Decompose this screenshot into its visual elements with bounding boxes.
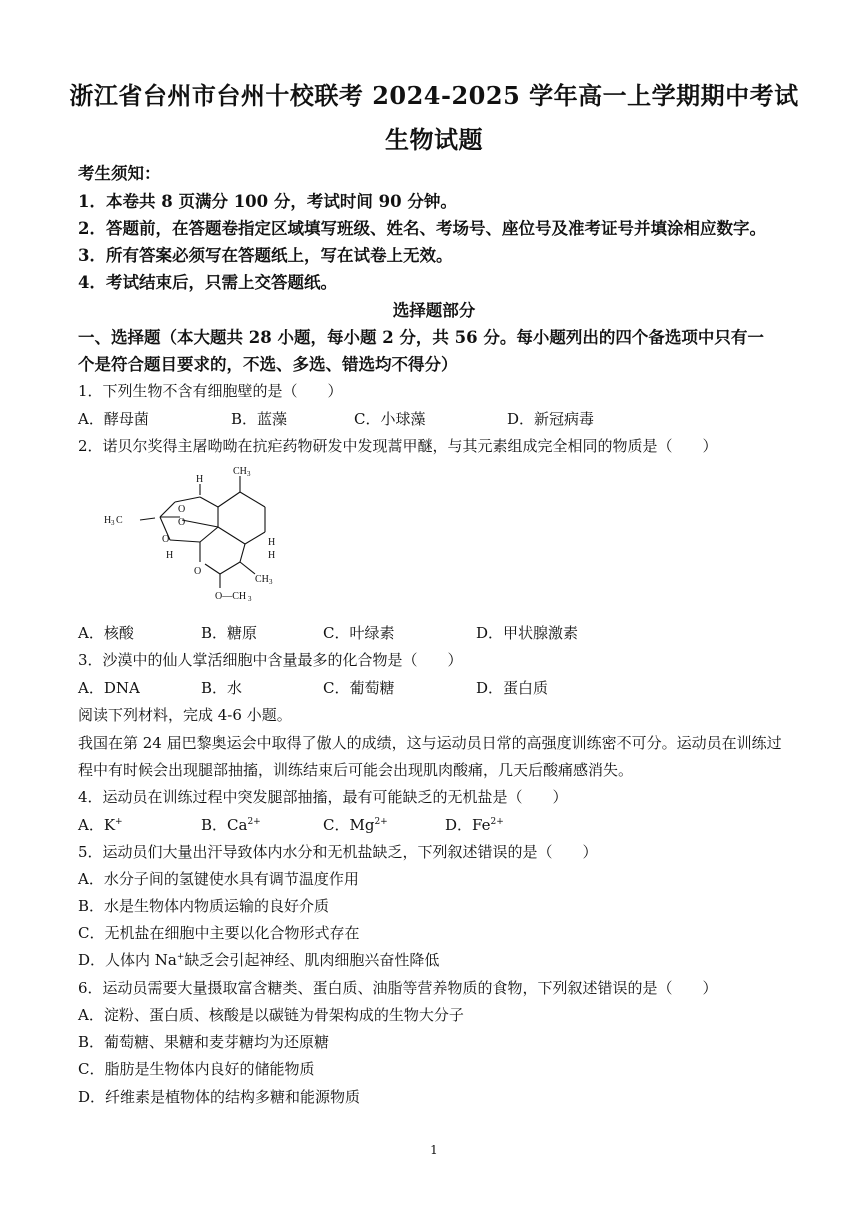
- option-c: C．葡萄糖: [323, 679, 395, 697]
- question-2-stem: 2．诺贝尔奖得主屠呦呦在抗疟药物研发中发现蒿甲醚，与其元素组成完全相同的物质是（ ）: [78, 437, 718, 455]
- notice-heading: 考生须知：: [78, 164, 161, 183]
- question-5-stem: 5．运动员们大量出汗导致体内水分和无机盐缺乏，下列叙述错误的是（ ）: [78, 843, 598, 861]
- option-d: D．甲状腺激素: [476, 624, 579, 642]
- option-c: C．$Mg^{2+}$: [323, 816, 388, 834]
- option-b: B．水: [201, 679, 243, 697]
- option-b: B．葡萄糖、果糖和麦芽糖均为还原糖: [78, 1033, 330, 1051]
- option-a: A．酵母菌: [78, 410, 149, 428]
- option-b: B．蓝藻: [231, 410, 288, 428]
- option-d: D．$Fe^{2+}$: [445, 816, 504, 834]
- option-d: D．新冠病毒: [507, 410, 595, 428]
- mol-label-ch3-top: CH: [233, 466, 247, 477]
- option-a: A．核酸: [78, 624, 134, 642]
- artemether-structure-diagram: [100, 462, 290, 607]
- option-d: D．蛋白质: [476, 679, 549, 697]
- part-heading: 一、选择题（本大题共 28 小题，每小题 2 分，共 56 分。每小题列出的四个备选项中只有一: [78, 328, 764, 347]
- question-1-stem: 1．下列生物不含有细胞壁的是（ ）: [78, 382, 343, 400]
- mol-label-sub: 3: [111, 519, 115, 527]
- mol-label-sub: 3: [248, 595, 252, 603]
- material-text-cont: 程中有时候会出现腿部抽搐，训练结束后可能会出现肌肉酸痛，几天后酸痛感消失。: [78, 761, 634, 779]
- mol-label-o: O: [178, 517, 186, 528]
- option-a: A．K+: [78, 816, 123, 834]
- page-number: 1: [430, 1143, 438, 1157]
- mol-label-sub: 3: [269, 578, 273, 586]
- exam-subject-title: 生物试题: [385, 125, 483, 154]
- option-b: B．糖原: [201, 624, 258, 642]
- section-title: 选择题部分: [392, 301, 476, 320]
- mol-label-o-ring: O: [194, 566, 202, 577]
- option-c: C．小球藻: [354, 410, 426, 428]
- mol-label-h-top: H: [196, 474, 204, 485]
- mol-label-o: O: [178, 504, 186, 515]
- option-d: D．人体内 Na+缺乏会引起神经、肌肉细胞兴奋性降低: [78, 951, 440, 969]
- option-c: C．无机盐在细胞中主要以化合物形式存在: [78, 924, 360, 942]
- option-c: C．叶绿素: [323, 624, 395, 642]
- option-d: D．纤维素是植物体的结构多糖和能源物质: [78, 1088, 361, 1106]
- question-3-stem: 3．沙漠中的仙人掌活细胞中含量最多的化合物是（ ）: [78, 651, 463, 669]
- option-c: C．脂肪是生物体内良好的储能物质: [78, 1060, 315, 1078]
- mol-label-ch3-right: CH: [255, 574, 269, 585]
- mol-label-o: O: [162, 534, 170, 545]
- option-a: A．淀粉、蛋白质、核酸是以碳链为骨架构成的生物大分子: [78, 1006, 464, 1024]
- mol-label-och3: O—CH: [215, 591, 247, 602]
- mol-label-h: H: [166, 550, 174, 561]
- mol-label-sub: 3: [247, 470, 251, 478]
- notice-item: 3．所有答案必须写在答题纸上，写在试卷上无效。: [78, 246, 453, 265]
- notice-item: 2．答题前，在答题卷指定区域填写班级、姓名、考场号、座位号及准考证号并填涂相应数字。: [78, 219, 766, 238]
- notice-item: 1．本卷共 8 页满分 100 分，考试时间 90 分钟。: [78, 192, 457, 211]
- mol-label-c: C: [116, 515, 123, 526]
- exam-title: 浙江省台州市台州十校联考 2024-2025 学年高一上学期期中考试: [69, 81, 799, 110]
- option-a: A．DNA: [78, 679, 140, 697]
- mol-label-h: H: [268, 537, 276, 548]
- option-a: A．水分子间的氢键使水具有调节温度作用: [78, 870, 359, 888]
- mol-label-h: H: [268, 550, 276, 561]
- notice-item: 4．考试结束后，只需上交答题纸。: [78, 273, 337, 292]
- mol-label-h3c: H: [104, 515, 112, 526]
- question-6-stem: 6．运动员需要大量摄取富含糖类、蛋白质、油脂等营养物质的食物，下列叙述错误的是（ ）: [78, 979, 718, 997]
- question-4-stem: 4．运动员在训练过程中突发腿部抽搐，最有可能缺乏的无机盐是（ ）: [78, 788, 568, 806]
- option-b: B．$Ca^{2+}$: [201, 816, 261, 834]
- option-b: B．水是生物体内物质运输的良好介质: [78, 897, 330, 915]
- part-heading-cont: 个是符合题目要求的，不选、多选、错选均不得分）: [78, 355, 458, 374]
- material-intro: 阅读下列材料，完成 4-6 小题。: [78, 706, 292, 724]
- material-text: 我国在第 24 届巴黎奥运会中取得了傲人的成绩，这与运动员日常的高强度训练密不可分。运动员在训练过: [78, 734, 782, 752]
